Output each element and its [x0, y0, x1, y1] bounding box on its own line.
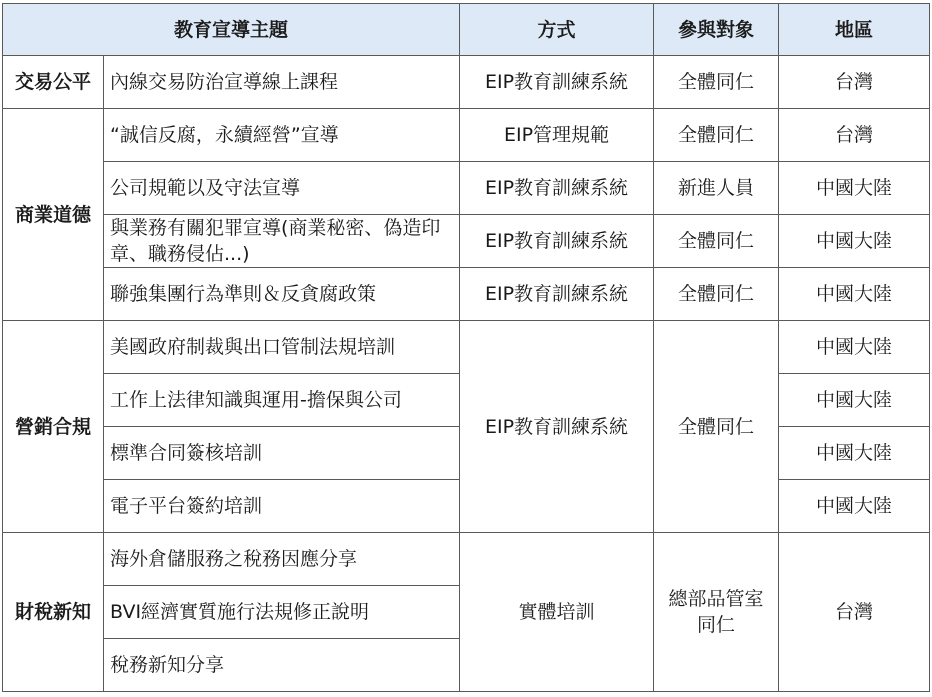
- method-cell: EIP教育訓練系統: [460, 321, 654, 533]
- method-cell: EIP教育訓練系統: [460, 268, 654, 321]
- region-cell: 中國大陸: [779, 321, 930, 374]
- region-cell: 台灣: [779, 56, 930, 109]
- topic-cell: BVI經濟實質施行法規修正說明: [104, 586, 460, 639]
- topic-cell: 內線交易防治宣導線上課程: [104, 56, 460, 109]
- topic-cell: “誠信反腐，永續經營”宣導: [104, 109, 460, 162]
- header-region: 地區: [779, 4, 930, 56]
- topic-cell: 聯強集團行為準則＆反貪腐政策: [104, 268, 460, 321]
- method-cell: EIP管理規範: [460, 109, 654, 162]
- table-row: [3, 268, 930, 321]
- table-row: [3, 215, 930, 268]
- table-row: [3, 56, 930, 109]
- region-cell: 中國大陸: [779, 427, 930, 480]
- region-cell: 中國大陸: [779, 215, 930, 268]
- topic-cell: 美國政府制裁與出口管制法規培訓: [104, 321, 460, 374]
- region-cell: 中國大陸: [779, 162, 930, 215]
- table-row: [3, 533, 930, 586]
- method-cell: EIP教育訓練系統: [460, 162, 654, 215]
- method-cell: 實體培訓: [460, 533, 654, 692]
- region-cell: 中國大陸: [779, 480, 930, 533]
- audience-cell: 全體同仁: [654, 56, 779, 109]
- region-cell: 台灣: [779, 109, 930, 162]
- audience-cell: 全體同仁: [654, 268, 779, 321]
- audience-cell: 全體同仁: [654, 215, 779, 268]
- audience-cell: 新進人員: [654, 162, 779, 215]
- table-row: [3, 321, 930, 374]
- method-cell: EIP教育訓練系統: [460, 56, 654, 109]
- method-cell: EIP教育訓練系統: [460, 215, 654, 268]
- topic-cell: 工作上法律知識與運用-擔保與公司: [104, 374, 460, 427]
- table-row: [3, 109, 930, 162]
- audience-cell: 總部品管室同仁: [654, 533, 779, 692]
- header-audience: 參與對象: [654, 4, 779, 56]
- category-cell: 商業道德: [3, 109, 104, 321]
- region-cell: 中國大陸: [779, 268, 930, 321]
- category-cell: 交易公平: [3, 56, 104, 109]
- topic-cell: 電子平台簽約培訓: [104, 480, 460, 533]
- topic-cell: 稅務新知分享: [104, 639, 460, 692]
- header-method: 方式: [460, 4, 654, 56]
- topic-cell: 公司規範以及守法宣導: [104, 162, 460, 215]
- category-cell: 財稅新知: [3, 533, 104, 692]
- region-cell: 台灣: [779, 533, 930, 692]
- education-table: [2, 3, 930, 692]
- header-topic: 教育宣導主題: [3, 4, 460, 56]
- table-row: [3, 162, 930, 215]
- category-cell: 營銷合規: [3, 321, 104, 533]
- topic-cell: 標準合同簽核培訓: [104, 427, 460, 480]
- topic-cell: 與業務有關犯罪宣導(商業秘密、偽造印章、職務侵佔...): [104, 215, 460, 268]
- audience-cell: 全體同仁: [654, 321, 779, 533]
- region-cell: 中國大陸: [779, 374, 930, 427]
- header-row: [3, 4, 930, 56]
- topic-cell: 海外倉儲服務之稅務因應分享: [104, 533, 460, 586]
- audience-cell: 全體同仁: [654, 109, 779, 162]
